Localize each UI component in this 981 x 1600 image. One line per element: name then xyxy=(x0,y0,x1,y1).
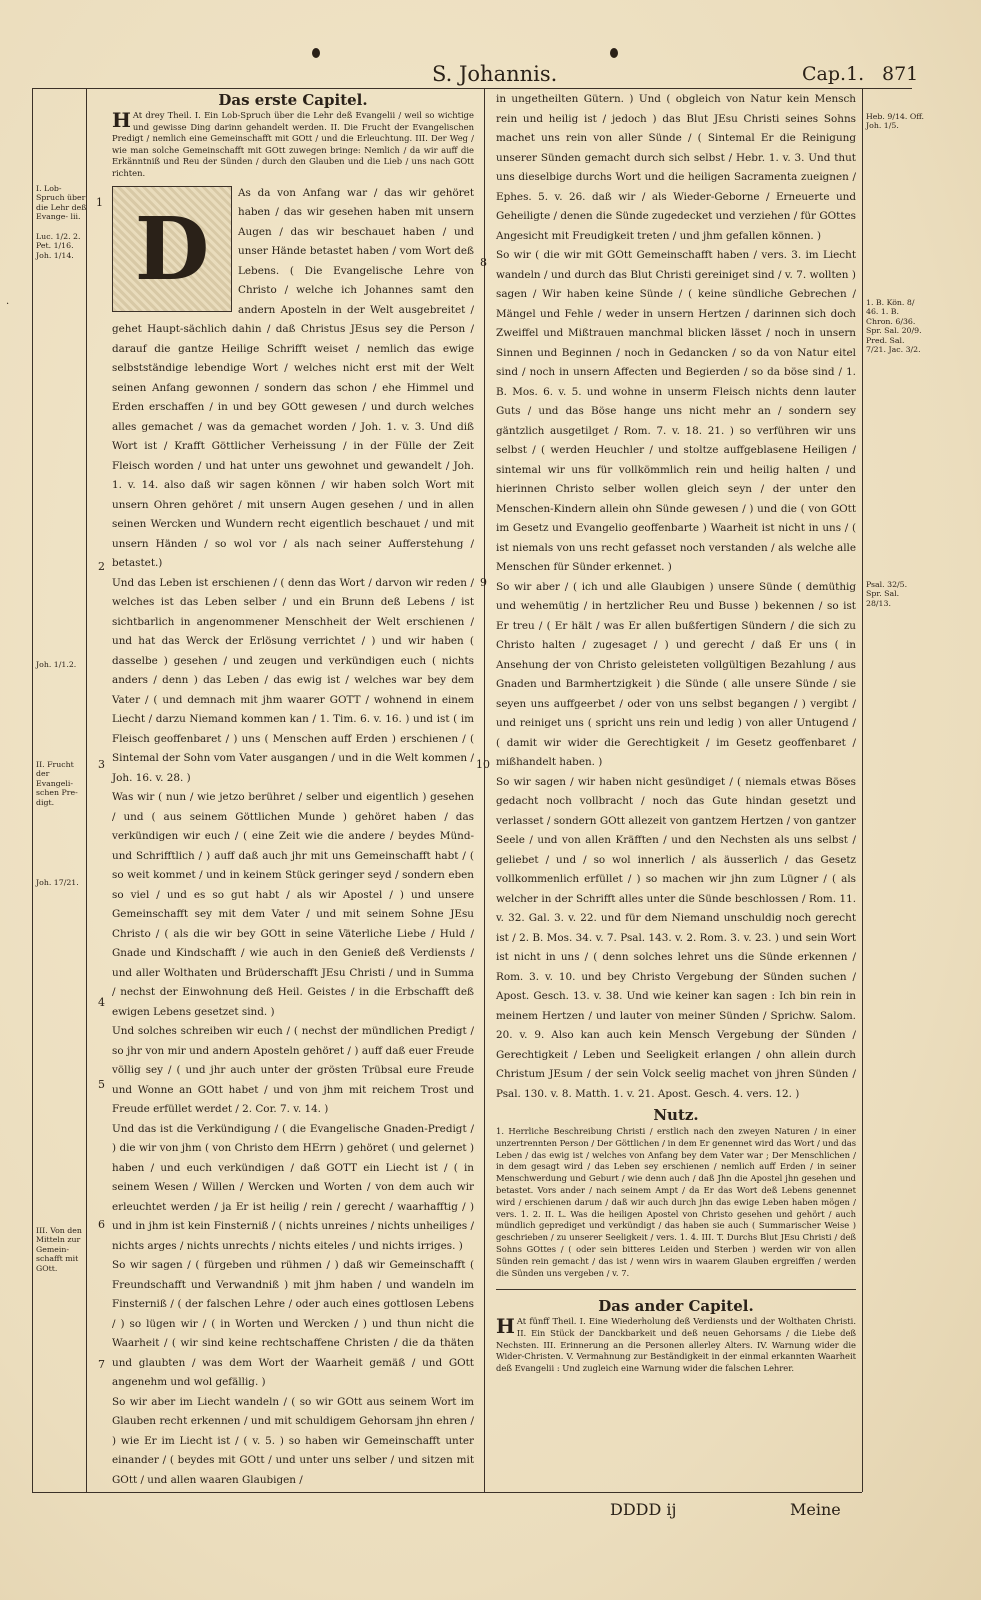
chapter-2-summary xyxy=(496,1316,856,1374)
initial-letter: D xyxy=(134,198,210,300)
frame-rule xyxy=(862,88,863,1492)
ink-mark xyxy=(610,48,618,58)
verse-number: 10 xyxy=(476,758,490,771)
verse-number: 3 xyxy=(98,758,105,771)
section-rule xyxy=(496,1289,856,1290)
binding-mark: . xyxy=(6,296,10,307)
verse-5: Und das ist die Verkündigung / ( die Evangelische Gnaden-Predigt / ) die wir von jhm ( von Christo dem HErrn ) gehöret ( und gelernet ) haben / und euch verkündigen / daß GOTT ein Liecht ist / ( in seinem Wesen / Willen / Wercken und Worten / von dem auch wir erleuchtet werden / ja Er ist heilig / rein / gerecht / waarhafftig / ) und in jhm ist kein Finsterniß / ( nichts unreines / nichts unheiliges / nichts arges / nichts unrechts / nichts eiteles / und nichts irriges. ) xyxy=(112,1122,474,1252)
margin-reference: 1. B. Kön. 8/ 46. 1. B. Chron. 6/36. Spr. Sal. 20/9. Pred. Sal. 7/21. Jac. 3/2. xyxy=(866,298,922,355)
left-text-column xyxy=(112,90,474,1490)
chapter-2-title: Das ander Capitel. xyxy=(598,1297,754,1316)
verse-text: As da von Anfang war / das wir gehöret haben / das wir gesehen haben mit unsern Augen / das wir beschauet haben / und unser Hände betastet haben / vom Wort deß Lebens. ( Die Evangelische Lehre von Christo / welche ich Johannes samt den andern Aposteln in der Welt ausgebreitet / gehet Haupt-sächlich dahin / daß Christus JEsus sey die Person / darauf die gantze Heilige Schrifft weiset / nemlich das ewige selbstständige lebendige Wort / welches nicht erst mit der Welt seinen Anfang gewonnen / sondern das schon / ehe Himmel und Erden erschaffen / in und bey GOtt gewesen / und durch welches alles gemachet / was da gemachet worden / Joh. 1. v. 3. Und diß Wort ist / Krafft Göttlicher Verheissung / in der Fülle der Zeit Fleisch worden / und hat unter uns gewohnet und gewandelt / Joh. 1. v. 14. also daß wir sagen können / wir haben solch Wort mit unsern Ohren gehöret / mit unsern Augen gesehen / und in allen seinen Wercken und Wundern recht eigentlich beschauet / und mit unsern Händen / so wol vor / als nach seiner Aufferstehung / betastet.) xyxy=(112,186,474,570)
verse-number: 9 xyxy=(480,576,487,589)
frame-rule xyxy=(484,88,485,1492)
verse-3: Was wir ( nun / wie jetzo berühret / selber und eigentlich ) gesehen / und ( aus seinem Göttlichen Munde ) gehöret haben / das verkündigen wir euch / ( eine Zeit wie die andere / beydes Münd- und Schrifftlich / ) auff daß auch jhr mit uns Gemeinschafft habt / ( so weit kommet / und in keinem Stück geringer seyd / sondern eben so viel / und es so gut habt / als wir Apostel / ) und unsere Gemeinschafft sey mit dem Vater / und mit seinem Sohne JEsu Christo / ( als die wir bey GOtt in seine Väterliche Liebe / Huld / Gnade und Kindschafft / wie auch in den Genieß deß Verdiensts / und aller Wolthaten und Brüderschafft JEsu Christi / und in Summa / nechst der Einwohnung deß Heil. Geistes / in die Erbschafft deß ewigen Lebens gesetzet sind. ) xyxy=(112,791,474,1018)
verse-number: 1 xyxy=(96,196,103,209)
decorated-initial xyxy=(112,186,232,312)
margin-reference: Psal. 32/5. Spr. Sal. 28/13. xyxy=(866,580,908,608)
verse-number: 4 xyxy=(98,996,105,1009)
page-number: 871 xyxy=(882,63,919,85)
chapter-title: Das erste Capitel. xyxy=(218,91,368,109)
verse-6: So wir sagen / ( fürgeben und rühmen / ) daß wir Gemeinschafft ( Freundschafft und Verwandniß ) mit jhm haben / und wandeln im Finsterniß / ( der falschen Lehre / oder auch eines gottlosen Lebens / ) so lügen wir / ( in Worten und Wercken / ) und thun nicht die Waarheit / ( wir sind keine rechtschaffene Christen / die da thäten und glaubten / was dem Wort der Waarheit gemäß / und GOtt angenehm und wol gefällig. ) xyxy=(112,1259,474,1389)
verse-number: 2 xyxy=(98,560,105,573)
book-title: S. Johannis. xyxy=(432,62,558,86)
margin-note: I. Lob-Spruch über die Lehr deß Evange- lii. xyxy=(36,184,87,222)
ink-mark xyxy=(312,48,320,58)
verse-4: Und solches schreiben wir euch / ( nechst der mündlichen Predigt / so jhr von mir und andern Aposteln gehöret / ) auff daß euer Freude völlig sey / ( und jhr auch unter der grösten Trübsal eure Freude und Wonne an GOtt habet / und von jhm mit reichem Trost und Freude erfüllet werdet / 2. Cor. 7. v. 14. ) xyxy=(112,1025,474,1116)
running-header xyxy=(32,60,919,89)
summary-initial: H xyxy=(112,108,131,132)
verse-7: So wir aber im Liecht wandeln / ( so wir GOtt aus seinem Wort im Glauben recht erkennen / und mit schuldigem Gehorsam jhn ehren / ) wie Er im Liecht ist / ( v. 5. ) so haben wir Gemeinschafft unter einander / ( beydes mit GOtt / und unter uns selber / und sitzen mit GOtt / und allen waaren Glaubigen / xyxy=(112,1395,474,1486)
catchword: Meine xyxy=(790,1500,841,1519)
verse-1 xyxy=(112,184,474,574)
verse-number: 5 xyxy=(98,1078,105,1091)
chapter-summary xyxy=(112,110,474,180)
summary-initial: H xyxy=(496,1314,515,1339)
verse-number: 7 xyxy=(98,1358,105,1371)
nutz-commentary: 1. Herrliche Beschreibung Christi / erstlich nach den zweyen Naturen / in einer unzertrennten Person / Der Göttlichen / in dem Er genennet wird das Wort / und das Leben / das ewig ist / welches von Anfang bey dem Vater war ; Der Menschlichen / in dem gesagt wird / das Leben sey erschienen / nemlich auff Erden / in seiner Menschwerdung und Geburt / wie denn auch / daß Jhn die Apostel jhn gesehen und betastet. Vors ander / nach seinem Ampt / da Er das Wort deß Lebens genennet wird / erschienen darum / daß wir auch durch jhn das ewige Leben haben mögen / vers. 1. 2. II. L. Was die heiligen Apostel von Christo gesehen und gehört / auch mündlich geprediget und verkündigt / das haben sie auch ( Summarischer Weise ) geschrieben / zu unserer Seeligkeit / vers. 1. 4. III. T. Durchs Blut JEsu Christi / deß Sohns GOttes / ( oder sein bitteres Leiden und Sterben ) werden wir von allen Sünden rein gemacht / das ist / wenn wirs in waarem Glauben ergreiffen / werden die Sünden uns vergeben / v. 7. xyxy=(496,1126,856,1278)
section-heading-nutz: Nutz. xyxy=(653,1106,699,1124)
verse-10: So wir sagen / wir haben nicht gesündiget / ( niemals etwas Böses gedacht noch vollbracht / noch das Gute hindan gesetzt und verlasset / sondern GOtt allezeit von gantzem Hertzen / von gantzer Seele / und von allen Kräfften / und den Nechsten als uns selbst / geliebet / und / so wol innerlich / als äusserlich / das Gesetz vollkommenlich erfüllet / ) so machen wir jhn zum Lügner / ( als welcher in der Schrifft alles unter die Sünde beschlossen / Rom. 11. v. 32. Gal. 3. v. 22. und für dem Niemand unschuldig noch gerecht ist / 2. B. Mos. 34. v. 7. Psal. 143. v. 2. Rom. 3. v. 23. ) und sein Wort ist nicht in uns / ( denn solches lehret uns die Sünde erkennen / Rom. 3. v. 10. und bey Christo Vergebung der Sünden suchen / Apost. Gesch. 13. v. 38. Und wie keiner kan sagen : Ich bin rein in meinem Hertzen / und lauter von meiner Sünden / Sprichw. Salom. 20. v. 9. Also kan auch kein Mensch Vergebung der Sünden / Gerechtigkeit / Leben und Seeligkeit erlangen / ohn allein durch Christum JEsum / der sein Volck seelig machet von jhren Sünden / Psal. 130. v. 8. Matth. 1. v. 21. Apost. Gesch. 4. vers. 12. ) xyxy=(496,775,856,1100)
verse-number: 6 xyxy=(98,1218,105,1231)
verse-7-continued: in ungetheilten Gütern. ) Und ( obgleich von Natur kein Mensch rein und heilig ist / jedoch ) das Blut JEsu Christi seines Sohns machet uns rein von aller Sünde / ( Sintemal Er die Reinigung unserer Sünden gemacht durch sich selbst / Hebr. 1. v. 3. Und thut uns dieselbige durchs Wort und die heiligen Sacramenta zueignen / Ephes. 5. v. 26. daß wir / als Wieder-Geborne / Erneuerte und Geheiligte / denen die Sünde zugedecket und verziehen / für GOttes Angesicht mit Freudigkeit treten / und jhm gefallen können. ) xyxy=(496,93,856,242)
signature-mark: DDDD ij xyxy=(610,1500,677,1519)
verse-number: 8 xyxy=(480,256,487,269)
margin-reference: Joh. 1/1.2. xyxy=(36,660,77,669)
frame-rule xyxy=(32,88,33,1492)
summary-text: At drey Theil. I. Ein Lob-Spruch über die Lehr deß Evangelii / weil so wichtige und gewisse Ding darinn gehandelt werden. II. Die Frucht der Evangelischen Predigt / nemlich eine Gemeinschafft mit GOtt / und die Erleuchtung. III. Der Weg / wie man solche Gemeinschafft mit GOtt zuwegen bringe: Nemlich / da wir auff die Erkänntniß und Reu der Sünden / durch den Glauben und die Lieb / uns nach GOtt richten. xyxy=(112,110,474,178)
right-text-column xyxy=(496,90,856,1374)
margin-note: III. Von den Mitteln zur Gemein- schafft mit GOtt. xyxy=(36,1226,82,1273)
verse-8: So wir ( die wir mit GOtt Gemeinschafft haben / vers. 3. im Liecht wandeln / und durch das Blut Christi gereiniget sind / v. 7. wollten ) sagen / Wir haben keine Sünde / ( keine sündliche Gebrechen / Mängel und Fehle / weder in unsern Hertzen / darinnen sich doch Zweiffel und Mißtrauen manchmal blicken lässet / noch in unsern Sinnen und Beginnen / noch in Gedancken / so da von Natur eitel sind / noch in unsern Affecten und Begierden / so da böse sind / 1. B. Mos. 6. v. 5. und wohne in unserm Fleisch nichts denn lauter Guts / und das Böse hange uns nicht mehr an / sondern sey gäntzlich ausgetilget / Rom. 7. v. 18. 21. ) so verführen wir uns selbst / ( werden Heuchler / und stoltze auffgeblasene Heiligen / sintemal wir uns für vollkömmlich rein und heilig halten / und hierinnen Christo selber wollen gleich seyn / der unter den Menschen-Kindern allein ohn Sünde gewesen / ) und die ( von GOtt im Gesetz und Evangelio geoffenbarte ) Waarheit ist nicht in uns / ( ist niemals von uns recht gefasset noch verstanden / als welche alle Menschen für Sünder erkennet. ) xyxy=(496,249,856,573)
verse-2: Und das Leben ist erschienen / ( denn das Wort / darvon wir reden / welches ist das Leben selber / und ein Brunn deß Lebens / ist sichtbarlich in angenommener Menschheit der Welt erschienen / und hat das Werck der Erlösung verrichtet / ) und wir haben ( dasselbe ) gesehen / und zeugen und verkündigen euch ( nichts anders / denn ) das Leben / das ewig ist / welches war bey dem Vater / ( und demnach mit jhm waarer GOTT / wohnend in einem Liecht / darzu Niemand kommen kan / 1. Tim. 6. v. 16. ) und ist ( im Fleisch geoffenbaret / ) uns ( Menschen auff Erden ) erschienen / ( Sintemal der Sohn vom Vater ausgangen / und in die Welt kommen / Joh. 16. v. 28. ) xyxy=(112,576,474,784)
verse-9: So wir aber / ( ich und alle Glaubigen ) unsere Sünde ( demüthig und wehemütig / in hertzlicher Reu und Busse ) bekennen / so ist Er treu / ( Er hält / was Er allen bußfertigen Sündern / die sich zu Christo halten / zugesaget / ) und gerecht / daß Er uns ( in Ansehung der von Christo geleisteten vollgültigen Bezahlung / aus Gnaden und Barmhertzigkeit ) die Sünde ( alle unsere Sünde / sie seyen uns auffgeerbet / oder von uns selbst begangen / ) vergibt / und reiniget uns ( spricht uns rein und ledig ) von aller Untugend / ( damit wir wider die Gerechtigkeit / im Gesetz geoffenbaret / mißhandelt haben. ) xyxy=(496,580,856,768)
margin-reference: Heb. 9/14. Off. Joh. 1/5. xyxy=(866,112,924,131)
summary-text: At fünff Theil. I. Eine Wiederholung deß Verdiensts und der Wolthaten Christi. II. Ein Stück der Danckbarkeit und deß neuen Gehorsams / die Liebe deß Nechsten. III. Erinnerung an die Personen allerley Alters. IV. Warnung wider die Wider-Christen. V. Vermahnung zur Beständigkeit in der einmal erkannten Waarheit deß Evangelii : Und zugleich eine Warnung wider die falschen Lehrer. xyxy=(496,1316,856,1373)
margin-note: II. Frucht der Evangeli- schen Pre- digt. xyxy=(36,760,78,807)
bottom-rule xyxy=(32,1492,862,1493)
chapter-label: Cap.1. xyxy=(802,63,865,85)
margin-reference: Joh. 17/21. xyxy=(36,878,79,887)
margin-reference: Luc. 1/2. 2. Pet. 1/16. Joh. 1/14. xyxy=(36,232,81,260)
page-footer xyxy=(0,1500,981,1526)
